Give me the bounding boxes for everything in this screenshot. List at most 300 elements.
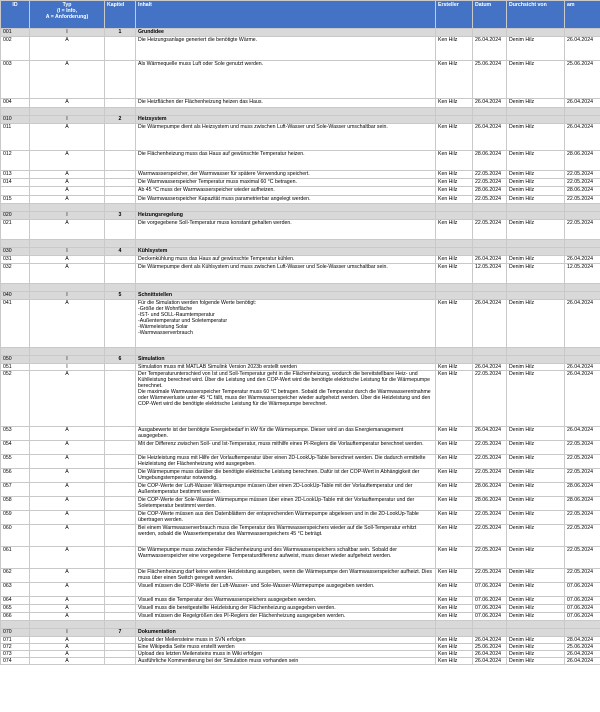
cell-ersteller: Ken Hilz [436, 196, 473, 204]
cell-typ: A [30, 264, 105, 284]
spacer-cell [565, 108, 600, 116]
cell-am: 22.05.2024 [565, 511, 600, 525]
cell-durchsicht: Denim Hilz [507, 569, 565, 583]
section-row [1, 29, 600, 37]
cell-am: 28.06.2024 [565, 187, 600, 196]
cell-durchsicht: Denim Hilz [507, 637, 565, 644]
cell-kapitel: 5 [105, 292, 136, 300]
cell-am [565, 292, 600, 300]
cell-ersteller: Ken Hilz [436, 547, 473, 569]
table-row [1, 613, 600, 621]
table-row [1, 151, 600, 171]
cell-id: 059 [1, 511, 30, 525]
cell-typ: A [30, 483, 105, 497]
cell-inhalt: Ab 45 °C muss der Warmwasserspeicher wieder aufheizen. [136, 187, 436, 196]
cell-durchsicht: Denim Hilz [507, 525, 565, 547]
table-row [1, 427, 600, 441]
cell-inhalt: Die Flächenheizung muss das Haus auf gewünschte Temperatur heizen. [136, 151, 436, 171]
cell-inhalt: Die COP-Werte der Sole-Wasser Wärmepumpe müssen über einen 2D-LookUp-Table mit der Vorlauftemperatur und der Soletemperatur bestimmt werden. [136, 497, 436, 511]
cell-id: 002 [1, 37, 30, 61]
cell-durchsicht: Denim Hilz [507, 256, 565, 264]
cell-ersteller: Ken Hilz [436, 569, 473, 583]
cell-datum [473, 212, 507, 220]
cell-kapitel [105, 583, 136, 597]
cell-typ: A [30, 569, 105, 583]
cell-am: 26.04.2024 [565, 37, 600, 61]
cell-id: 063 [1, 583, 30, 597]
spacer-cell [136, 621, 436, 629]
cell-id: 070 [1, 629, 30, 637]
spacer-cell [1, 108, 30, 116]
spacer-cell [136, 240, 436, 248]
cell-inhalt: Der Temperaturunterschied von Ist und Soll-Temperatur geht in die Flächenheizung, wodurch die bereitstellbare Heiz- und Kühlleistung berechnet wird. Über die Leistung und den COP-Wert wird die benötigte elektrische Leistung für die Wärmepumpe berechnet. Die maximale Warmwasserspeicher Temperatur muss 60 °C betragen. Sobald die Temperatur durch die Warmwasserentnahme oder Wärmeverluste unter 45 °C fällt, muss der Warmwasserspeicher wieder aufgeheizt werden. Über die Heizleistung und den COP-Wert wird die benötigte elektrische Leistung für die Wärmepumpe berechnet. [136, 371, 436, 427]
cell-id: 071 [1, 637, 30, 644]
cell-am: 28.06.2024 [565, 483, 600, 497]
table-row [1, 37, 600, 61]
cell-ersteller: Ken Hilz [436, 220, 473, 240]
cell-datum: 07.06.2024 [473, 597, 507, 605]
cell-inhalt: Grundidee [136, 29, 436, 37]
cell-am: 26.04.2024 [565, 371, 600, 427]
cell-durchsicht: Denim Hilz [507, 220, 565, 240]
table-row [1, 171, 600, 179]
cell-inhalt: Dokumentation [136, 629, 436, 637]
cell-inhalt: Ausgabewerte ist der benötigte Energiebedarf in kW für die Wärmepumpe. Dieser wird an das Energiemanagement ausgegeben. [136, 427, 436, 441]
cell-typ: A [30, 511, 105, 525]
cell-datum: 12.05.2024 [473, 264, 507, 284]
cell-ersteller [436, 212, 473, 220]
cell-kapitel [105, 613, 136, 621]
cell-inhalt: Als Wärmequelle muss Luft oder Sole genutzt werden. [136, 61, 436, 99]
cell-inhalt: Deckenkühlung muss das Haus auf gewünschte Temperatur kühlen. [136, 256, 436, 264]
cell-inhalt: Schnittstellen [136, 292, 436, 300]
spacer-row [1, 240, 600, 248]
table-row [1, 364, 600, 371]
spacer-cell [105, 108, 136, 116]
cell-inhalt: Upload der Meilensteine muss in SVN erfolgen [136, 637, 436, 644]
cell-typ: A [30, 179, 105, 187]
cell-datum: 22.05.2024 [473, 371, 507, 427]
spacer-cell [436, 284, 473, 292]
spacer-cell [507, 348, 565, 356]
cell-id: 001 [1, 29, 30, 37]
section-row [1, 292, 600, 300]
cell-datum: 22.05.2024 [473, 525, 507, 547]
cell-durchsicht: Denim Hilz [507, 597, 565, 605]
cell-typ: A [30, 61, 105, 99]
cell-typ: A [30, 441, 105, 455]
cell-typ: I [30, 364, 105, 371]
cell-typ: A [30, 187, 105, 196]
cell-datum: 25.06.2024 [473, 644, 507, 651]
cell-datum: 22.05.2024 [473, 511, 507, 525]
cell-typ: A [30, 371, 105, 427]
cell-durchsicht: Denim Hilz [507, 187, 565, 196]
cell-durchsicht: Denim Hilz [507, 37, 565, 61]
cell-inhalt: Warmwasserspeicher, der Warmwasser für spätere Verwendung speichert. [136, 171, 436, 179]
spacer-cell [105, 348, 136, 356]
cell-typ: I [30, 356, 105, 364]
cell-typ: A [30, 124, 105, 151]
cell-id: 011 [1, 124, 30, 151]
cell-typ: A [30, 525, 105, 547]
cell-am: 07.06.2024 [565, 597, 600, 605]
cell-datum: 22.05.2024 [473, 171, 507, 179]
cell-inhalt: Heizsystem [136, 116, 436, 124]
spacer-cell [30, 240, 105, 248]
cell-kapitel [105, 220, 136, 240]
table-row [1, 583, 600, 597]
cell-datum: 26.04.2024 [473, 364, 507, 371]
cell-kapitel [105, 371, 136, 427]
table-row [1, 597, 600, 605]
cell-kapitel [105, 300, 136, 348]
spacer-cell [105, 204, 136, 212]
spacer-row [1, 108, 600, 116]
table-row [1, 525, 600, 547]
cell-typ: A [30, 637, 105, 644]
cell-typ: A [30, 605, 105, 613]
spacer-cell [1, 348, 30, 356]
cell-id: 054 [1, 441, 30, 455]
cell-datum: 28.06.2024 [473, 187, 507, 196]
cell-id: 057 [1, 483, 30, 497]
spacer-cell [473, 240, 507, 248]
cell-id: 066 [1, 613, 30, 621]
cell-typ: A [30, 99, 105, 108]
cell-kapitel [105, 597, 136, 605]
cell-durchsicht: Denim Hilz [507, 483, 565, 497]
header-id: ID [1, 1, 30, 29]
cell-inhalt: Die Wärmepumpe dient als Kühlsystem und muss zwischen Luft-Wasser und Sole-Wasser umschaltbar sein. [136, 264, 436, 284]
cell-ersteller: Ken Hilz [436, 427, 473, 441]
header-kapitel: Kapitel [105, 1, 136, 29]
cell-ersteller: Ken Hilz [436, 61, 473, 99]
cell-ersteller: Ken Hilz [436, 469, 473, 483]
cell-durchsicht: Denim Hilz [507, 179, 565, 187]
spacer-cell [473, 204, 507, 212]
table-row [1, 441, 600, 455]
cell-am [565, 629, 600, 637]
cell-id: 061 [1, 547, 30, 569]
cell-id: 012 [1, 151, 30, 171]
header-inhalt: Inhalt [136, 1, 436, 29]
cell-ersteller [436, 292, 473, 300]
spacer-cell [436, 204, 473, 212]
cell-am [565, 212, 600, 220]
spacer-cell [507, 284, 565, 292]
cell-datum [473, 116, 507, 124]
cell-kapitel [105, 61, 136, 99]
cell-ersteller: Ken Hilz [436, 525, 473, 547]
cell-kapitel [105, 441, 136, 455]
spacer-cell [30, 204, 105, 212]
cell-id: 072 [1, 644, 30, 651]
cell-typ: A [30, 613, 105, 621]
cell-id: 032 [1, 264, 30, 284]
spacer-cell [136, 348, 436, 356]
cell-ersteller: Ken Hilz [436, 187, 473, 196]
cell-am: 26.04.2024 [565, 124, 600, 151]
cell-durchsicht: Denim Hilz [507, 371, 565, 427]
spacer-cell [1, 621, 30, 629]
cell-id: 065 [1, 605, 30, 613]
table-row [1, 124, 600, 151]
cell-kapitel [105, 525, 136, 547]
cell-ersteller: Ken Hilz [436, 300, 473, 348]
cell-datum: 28.06.2024 [473, 497, 507, 511]
cell-am: 26.04.2024 [565, 364, 600, 371]
cell-datum: 26.04.2024 [473, 637, 507, 644]
spacer-cell [1, 240, 30, 248]
cell-am: 22.05.2024 [565, 171, 600, 179]
cell-typ: I [30, 248, 105, 256]
cell-id: 030 [1, 248, 30, 256]
cell-am: 22.05.2024 [565, 469, 600, 483]
cell-typ: I [30, 212, 105, 220]
table-row [1, 569, 600, 583]
cell-id: 014 [1, 179, 30, 187]
cell-durchsicht: Denim Hilz [507, 651, 565, 658]
cell-typ: A [30, 37, 105, 61]
header-typ: Typ (I = Info, A = Anforderung) [30, 1, 105, 29]
cell-inhalt: Visuell muss die Temperatur des Warmwasserspeichers ausgegeben werden. [136, 597, 436, 605]
cell-typ: A [30, 427, 105, 441]
cell-inhalt: Die Warmwasserspeicher Temperatur muss maximal 60 °C betragen. [136, 179, 436, 187]
cell-inhalt: Upload des letzten Meilensteins muss in Wiki erfolgen [136, 651, 436, 658]
cell-typ: A [30, 220, 105, 240]
cell-am: 26.04.2024 [565, 300, 600, 348]
cell-datum: 26.04.2024 [473, 256, 507, 264]
cell-typ: A [30, 497, 105, 511]
cell-inhalt: Visuell müssen die COP-Werte der Luft-Wasser- und Sole-Wasser-Wärmepumpe ausgegeben werden. [136, 583, 436, 597]
cell-ersteller [436, 116, 473, 124]
cell-am: 22.05.2024 [565, 569, 600, 583]
cell-durchsicht: Denim Hilz [507, 196, 565, 204]
cell-datum: 26.04.2024 [473, 37, 507, 61]
spacer-cell [105, 240, 136, 248]
cell-typ: I [30, 29, 105, 37]
spacer-cell [473, 108, 507, 116]
cell-durchsicht [507, 248, 565, 256]
spacer-cell [30, 348, 105, 356]
spacer-cell [436, 348, 473, 356]
cell-am [565, 356, 600, 364]
cell-kapitel [105, 364, 136, 371]
cell-id: 004 [1, 99, 30, 108]
spacer-cell [105, 284, 136, 292]
cell-ersteller: Ken Hilz [436, 597, 473, 605]
section-row [1, 116, 600, 124]
cell-kapitel [105, 37, 136, 61]
cell-ersteller: Ken Hilz [436, 658, 473, 665]
cell-typ: A [30, 151, 105, 171]
header-am: am [565, 1, 600, 29]
cell-datum: 22.05.2024 [473, 441, 507, 455]
cell-durchsicht: Denim Hilz [507, 497, 565, 511]
cell-typ: A [30, 469, 105, 483]
cell-kapitel [105, 171, 136, 179]
cell-datum [473, 292, 507, 300]
table-row [1, 547, 600, 569]
cell-typ: A [30, 658, 105, 665]
cell-datum: 07.06.2024 [473, 613, 507, 621]
table-row [1, 637, 600, 644]
table-row [1, 179, 600, 187]
cell-datum: 22.05.2024 [473, 569, 507, 583]
cell-kapitel [105, 455, 136, 469]
cell-id: 073 [1, 651, 30, 658]
cell-kapitel [105, 256, 136, 264]
cell-ersteller [436, 29, 473, 37]
spacer-cell [436, 240, 473, 248]
cell-id: 062 [1, 569, 30, 583]
spacer-cell [1, 284, 30, 292]
cell-ersteller: Ken Hilz [436, 605, 473, 613]
cell-inhalt: Bei einem Warmwasserverbrauch muss die Temperatur des Warmwasserspeichers wieder auf die Soll-Temperatur erhitzt werden, sobald die Wassertemperatur des Warmwasserspeichers 45 °C beträgt. [136, 525, 436, 547]
spacer-row [1, 204, 600, 212]
cell-typ: I [30, 116, 105, 124]
cell-ersteller: Ken Hilz [436, 151, 473, 171]
table-row [1, 497, 600, 511]
cell-inhalt: Die Warmwasserspeicher Kapazität muss parametrierbar angelegt werden. [136, 196, 436, 204]
cell-durchsicht: Denim Hilz [507, 547, 565, 569]
cell-datum: 26.04.2024 [473, 99, 507, 108]
cell-ersteller: Ken Hilz [436, 583, 473, 597]
cell-datum: 26.04.2024 [473, 300, 507, 348]
cell-durchsicht: Denim Hilz [507, 658, 565, 665]
cell-durchsicht [507, 356, 565, 364]
table-row [1, 256, 600, 264]
cell-id: 053 [1, 427, 30, 441]
spacer-cell [565, 284, 600, 292]
cell-ersteller: Ken Hilz [436, 124, 473, 151]
cell-datum [473, 629, 507, 637]
cell-inhalt: Die COP-Werte müssen aus den Datenblättern der entsprechenden Wärmepumpe abgelesen und in die 2D-LookUp-Table übertragen werden. [136, 511, 436, 525]
cell-durchsicht: Denim Hilz [507, 61, 565, 99]
spacer-cell [105, 621, 136, 629]
cell-am: 22.05.2024 [565, 455, 600, 469]
cell-am [565, 248, 600, 256]
cell-ersteller: Ken Hilz [436, 37, 473, 61]
cell-ersteller: Ken Hilz [436, 497, 473, 511]
cell-kapitel [105, 469, 136, 483]
cell-id: 040 [1, 292, 30, 300]
cell-datum: 28.06.2024 [473, 483, 507, 497]
cell-id: 060 [1, 525, 30, 547]
cell-kapitel [105, 569, 136, 583]
cell-am: 25.06.2024 [565, 61, 600, 99]
cell-am: 25.06.2024 [565, 644, 600, 651]
table-row [1, 483, 600, 497]
cell-durchsicht [507, 116, 565, 124]
cell-durchsicht: Denim Hilz [507, 511, 565, 525]
cell-am: 26.04.2024 [565, 651, 600, 658]
header-row [1, 1, 600, 29]
cell-id: 052 [1, 371, 30, 427]
cell-durchsicht: Denim Hilz [507, 644, 565, 651]
cell-inhalt: Die Heizflächen der Flächenheizung heizen das Haus. [136, 99, 436, 108]
cell-ersteller: Ken Hilz [436, 441, 473, 455]
cell-datum: 22.05.2024 [473, 469, 507, 483]
cell-datum: 07.06.2024 [473, 605, 507, 613]
cell-typ: A [30, 583, 105, 597]
section-row [1, 212, 600, 220]
cell-inhalt: Simulation [136, 356, 436, 364]
cell-typ: A [30, 171, 105, 179]
cell-typ: A [30, 256, 105, 264]
spacer-cell [473, 284, 507, 292]
cell-am: 22.05.2024 [565, 196, 600, 204]
cell-durchsicht [507, 629, 565, 637]
cell-ersteller: Ken Hilz [436, 651, 473, 658]
cell-durchsicht: Denim Hilz [507, 455, 565, 469]
spacer-cell [30, 108, 105, 116]
cell-kapitel [105, 651, 136, 658]
cell-datum: 07.06.2024 [473, 583, 507, 597]
cell-id: 031 [1, 256, 30, 264]
spacer-cell [473, 348, 507, 356]
cell-datum [473, 356, 507, 364]
cell-durchsicht: Denim Hilz [507, 264, 565, 284]
table-row [1, 264, 600, 284]
cell-am: 07.06.2024 [565, 613, 600, 621]
cell-kapitel [105, 605, 136, 613]
cell-datum: 22.05.2024 [473, 455, 507, 469]
cell-durchsicht: Denim Hilz [507, 300, 565, 348]
cell-kapitel [105, 547, 136, 569]
spacer-cell [565, 204, 600, 212]
cell-ersteller: Ken Hilz [436, 455, 473, 469]
table-row [1, 658, 600, 665]
spacer-cell [565, 621, 600, 629]
cell-am: 26.04.2024 [565, 99, 600, 108]
cell-am: 26.04.2024 [565, 658, 600, 665]
cell-ersteller [436, 629, 473, 637]
cell-kapitel [105, 427, 136, 441]
cell-typ: A [30, 196, 105, 204]
cell-inhalt: Die Heizungsanlage generiert die benötigte Wärme. [136, 37, 436, 61]
cell-typ: I [30, 629, 105, 637]
cell-inhalt: Für die Simulation werden folgende Werte benötigt: -Größe der Wohnfläche -IST- und SOLL-Raumtemperatur -Außentemperatur und Soletemperatur -Wärmeleistung Solar -Warmwasserverbrauch [136, 300, 436, 348]
cell-am: 12.05.2024 [565, 264, 600, 284]
spacer-cell [136, 108, 436, 116]
cell-typ: A [30, 300, 105, 348]
cell-am: 26.04.2024 [565, 256, 600, 264]
cell-datum: 26.04.2024 [473, 651, 507, 658]
cell-kapitel: 1 [105, 29, 136, 37]
cell-kapitel [105, 196, 136, 204]
cell-kapitel [105, 99, 136, 108]
cell-durchsicht: Denim Hilz [507, 124, 565, 151]
cell-kapitel: 7 [105, 629, 136, 637]
cell-datum: 22.05.2024 [473, 547, 507, 569]
cell-datum: 22.05.2024 [473, 179, 507, 187]
table-row [1, 196, 600, 204]
table-row [1, 220, 600, 240]
cell-kapitel [105, 264, 136, 284]
cell-am [565, 29, 600, 37]
cell-typ: A [30, 651, 105, 658]
cell-durchsicht: Denim Hilz [507, 151, 565, 171]
cell-datum: 28.06.2024 [473, 151, 507, 171]
cell-typ: I [30, 292, 105, 300]
cell-durchsicht: Denim Hilz [507, 583, 565, 597]
cell-kapitel [105, 644, 136, 651]
cell-am: 22.05.2024 [565, 547, 600, 569]
spacer-cell [1, 204, 30, 212]
spacer-cell [507, 204, 565, 212]
